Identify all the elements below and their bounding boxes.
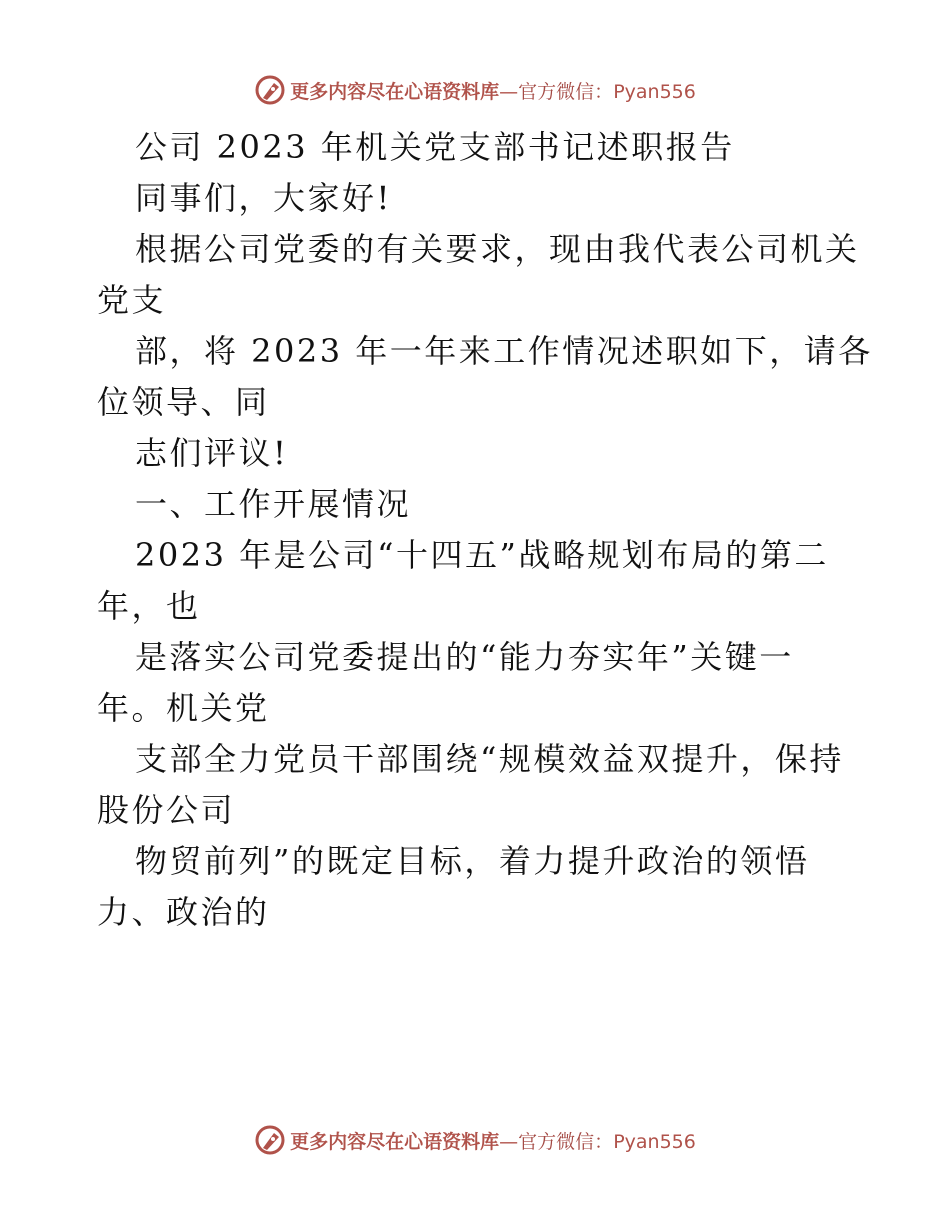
document-line: 物贸前列”的既定目标，着力提升政治的领悟 <box>135 842 810 880</box>
banner-account: Pyan556 <box>613 80 696 103</box>
banner-main-text: 更多内容尽在心语资料库 <box>290 80 500 103</box>
document-line: 股份公司 <box>97 791 236 829</box>
document-line: 位领导、同 <box>97 383 270 421</box>
banner-account: Pyan556 <box>613 1130 696 1153</box>
banner-separator: — <box>499 1130 519 1153</box>
banner-text <box>290 77 696 104</box>
document-line: 党支 <box>97 281 167 319</box>
document-line: 公司 2023 年机关党支部书记述职报告 <box>135 128 735 166</box>
banner-main-text: 更多内容尽在心语资料库 <box>290 1130 500 1153</box>
document-line: 力、政治的 <box>97 893 270 931</box>
document-line: 是落实公司党委提出的“能力夯实年”关键一 <box>135 638 794 676</box>
pen-nib-logo-icon <box>254 1124 286 1156</box>
document-line: 年。机关党 <box>97 689 270 727</box>
document-body <box>97 122 873 938</box>
banner-text <box>290 1127 696 1154</box>
document-line: 志们评议! <box>135 434 289 472</box>
document-line: 根据公司党委的有关要求，现由我代表公司机关 <box>135 230 860 268</box>
pen-nib-logo-icon <box>254 74 286 106</box>
document-line: 部，将 2023 年一年来工作情况述职如下，请各 <box>135 332 873 370</box>
banner-sub-text: 官方微信： <box>518 80 614 103</box>
document-line: 一、工作开展情况 <box>135 485 412 523</box>
document-line: 支部全力党员干部围绕“规模效益双提升，保持 <box>135 740 844 778</box>
document-line: 2023 年是公司“十四五”战略规划布局的第二 <box>135 536 829 574</box>
header-banner <box>0 70 950 110</box>
document-line: 同事们，大家好! <box>135 179 392 217</box>
banner-sub-text: 官方微信： <box>518 1130 614 1153</box>
footer-banner <box>0 1120 950 1160</box>
document-line: 年，也 <box>97 587 201 625</box>
banner-separator: — <box>499 80 519 103</box>
